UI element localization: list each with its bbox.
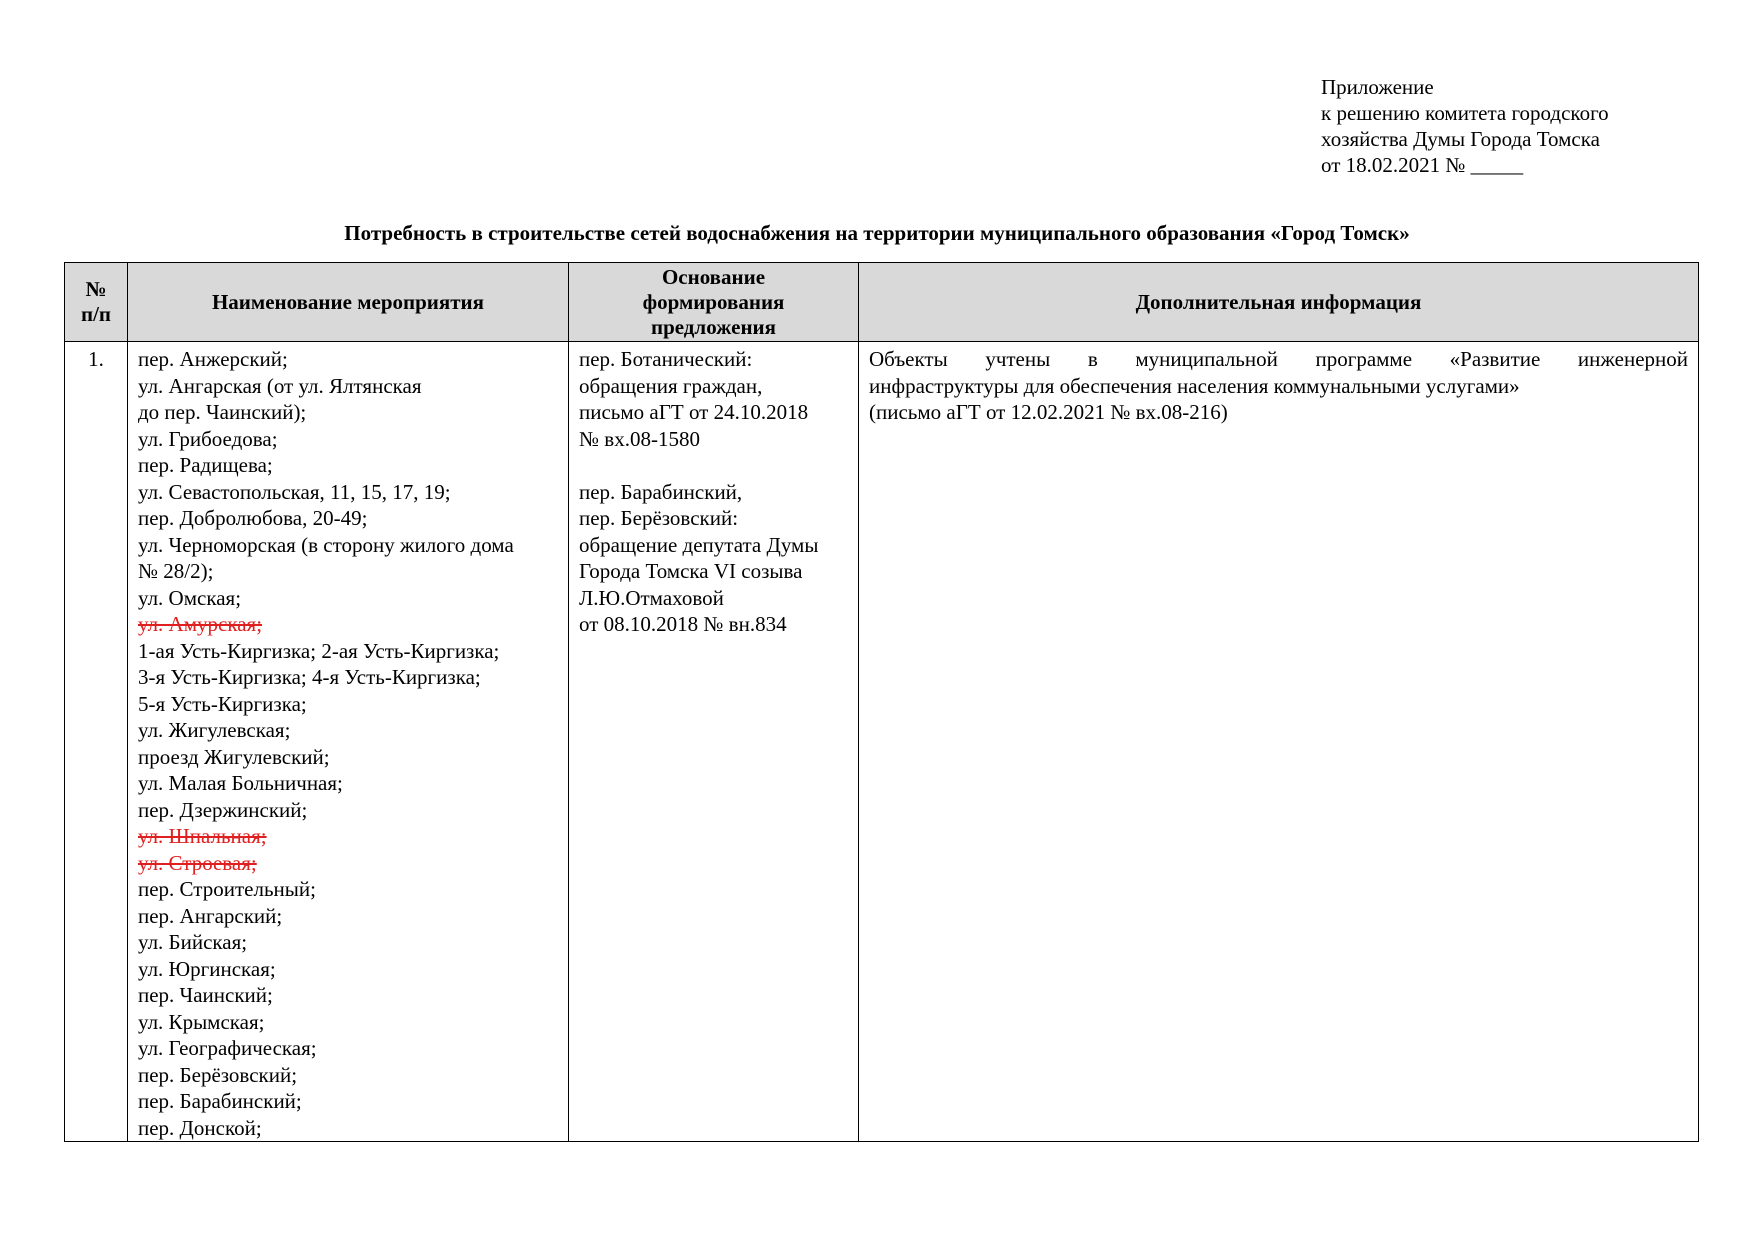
basis-cell — [569, 342, 859, 1142]
street-item: № 28/2); — [138, 559, 214, 583]
table-row — [65, 342, 1699, 1142]
street-item: ул. Бийская; — [138, 930, 248, 954]
header-basis-line: предложения — [650, 314, 777, 339]
basis-line: пер. Барабинский, — [579, 479, 743, 504]
header-basis-line: Основание — [661, 264, 766, 289]
street-item: ул. Черноморская (в сторону жилого дома — [138, 532, 514, 557]
basis-line: пер. Берёзовский: — [579, 506, 739, 530]
street-item: пер. Барабинский; — [138, 1089, 302, 1113]
street-item: ул. Крымская; — [138, 1009, 265, 1034]
street-item: ул. Жигулевская; — [138, 718, 291, 742]
street-item: пер. Ангарский; — [138, 903, 283, 928]
street-item: ул. Ангарская (от ул. Ялтянская — [138, 373, 422, 398]
header-basis-line: формирования — [642, 289, 785, 314]
appendix-line: от 18.02.2021 № _____ — [1321, 153, 1524, 177]
street-item: до пер. Чаинский); — [138, 400, 307, 424]
struck-street-item: ул. Шпальная; — [138, 824, 267, 848]
header-num-line: п/п — [80, 302, 112, 326]
street-item: ул. Грибоедова; — [138, 426, 278, 451]
document-title: Потребность в строительстве сетей водоснабжения на территории муниципального образования «Город Томск» — [344, 221, 1410, 245]
street-item: пер. Добролюбова, 20-49; — [138, 506, 368, 530]
header-basis — [569, 263, 859, 342]
basis-line: пер. Ботанический: — [579, 347, 753, 371]
basis-line: обращение депутата Думы — [579, 532, 819, 557]
header-info: Дополнительная информация — [859, 263, 1699, 342]
street-item: пер. Дзержинский; — [138, 797, 308, 822]
info-line: Объекты учтены в муниципальной программе «Развитие инженерной — [869, 347, 1688, 371]
additional-info-cell — [859, 342, 1699, 1142]
street-item: 5-я Усть-Киргизка; — [138, 691, 307, 716]
basis-line: № вх.08-1580 — [579, 426, 700, 451]
measure-name-cell — [128, 342, 569, 1142]
street-item: 3-я Усть-Киргизка; 4-я Усть-Киргизка; — [138, 665, 481, 689]
street-item: 1-ая Усть-Киргизка; 2-ая Усть-Киргизка; — [138, 638, 500, 663]
street-item: проезд Жигулевский; — [138, 744, 330, 769]
street-item: ул. Юргинская; — [138, 956, 276, 981]
basis-line: Л.Ю.Отмаховой — [579, 585, 724, 610]
info-line: инфраструктуры для обеспечения населения коммунальными услугами» — [869, 373, 1520, 398]
info-line: (письмо аГТ от 12.02.2021 № вх.08-216) — [869, 400, 1228, 424]
row-number: 1. — [65, 342, 128, 1142]
struck-street-item: ул. Строевая; — [138, 850, 257, 875]
basis-line: от 08.10.2018 № вн.834 — [579, 612, 787, 636]
header-num-line: № — [85, 277, 107, 301]
struck-street-item: ул. Амурская; — [138, 612, 263, 636]
appendix-line: к решению комитета городского — [1321, 101, 1609, 125]
basis-line: письмо аГТ от 24.10.2018 — [579, 400, 809, 424]
table-header-row — [65, 263, 1699, 342]
appendix-line: Приложение — [1321, 75, 1434, 99]
street-item: пер. Чаинский; — [138, 983, 273, 1007]
street-item: ул. Омская; — [138, 585, 242, 610]
street-item: пер. Радищева; — [138, 453, 273, 477]
street-item: пер. Донской; — [138, 1115, 262, 1140]
appendix-block — [1321, 74, 1609, 178]
street-item: пер. Строительный; — [138, 877, 316, 901]
appendix-line: хозяйства Думы Города Томска — [1321, 127, 1600, 151]
street-item: ул. Малая Больничная; — [138, 771, 343, 795]
header-num — [65, 263, 128, 342]
street-item: ул. Севастопольская, 11, 15, 17, 19; — [138, 479, 451, 504]
street-item: пер. Анжерский; — [138, 347, 288, 371]
street-item: ул. Географическая; — [138, 1036, 317, 1060]
basis-line: обращения граждан, — [579, 373, 763, 398]
header-name: Наименование мероприятия — [128, 263, 569, 342]
basis-spacer — [579, 452, 848, 479]
basis-line: Города Томска VI созыва — [579, 559, 803, 583]
needs-table — [64, 262, 1699, 1142]
street-item: пер. Берёзовский; — [138, 1062, 298, 1087]
